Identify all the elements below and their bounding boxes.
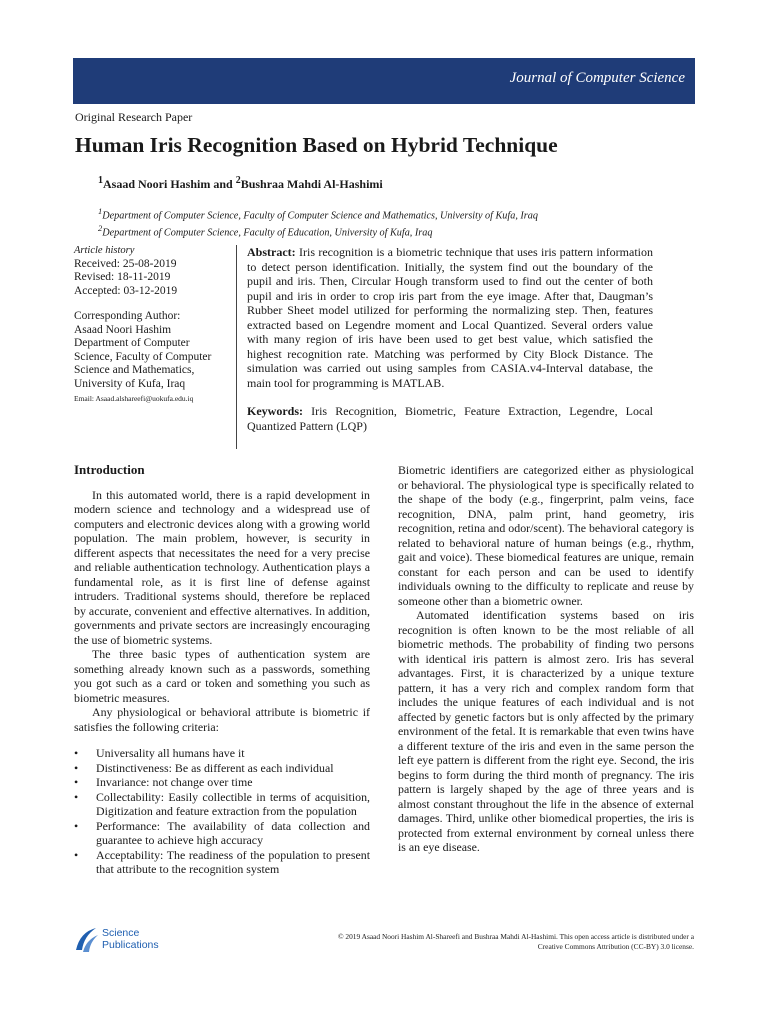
corresponding-author-label: Corresponding Author: bbox=[74, 310, 181, 322]
journal-name: Journal of Computer Science bbox=[509, 70, 685, 86]
list-item bbox=[74, 819, 370, 848]
abstract-label: Abstract: bbox=[247, 245, 296, 259]
paper-type: Original Research Paper bbox=[75, 110, 193, 124]
publisher-logo bbox=[74, 926, 174, 956]
author-1-name: Asaad Noori Hashim and bbox=[103, 177, 236, 191]
right-column bbox=[398, 463, 694, 855]
revised-date: Revised: 18-11-2019 bbox=[74, 271, 171, 283]
publisher-logo-icon bbox=[74, 926, 100, 954]
paragraph: Automated identification systems based on iris recognition is often known to be the most reliable of all biometric methods. The probability of finding two persons with identical iris pattern is almost zero. Iris has several advantages. First, it is characterized by a unique texture pattern, it has a very rich and complex random form that includes the unique features of each individual and is not affected by genetic factors but is only affected by the primary environment of the fetal. It is remarkable that even twins have a different texture of the iris and even in the same person the left eye pattern is different from the right eye. Second, the iris begins to form during the third month of pregnancy. The iris pattern is largely shaped by the age of three years and is almost constant throughout the life in the absence of external damages. Third, unlike other biomedical properties, the iris is protected from external environment by corneal unless there is an eye disease. bbox=[398, 608, 694, 854]
accepted-date: Accepted: 03-12-2019 bbox=[74, 284, 178, 297]
article-history bbox=[74, 244, 234, 406]
paper-title: Human Iris Recognition Based on Hybrid Technique bbox=[75, 133, 558, 157]
bullet-icon: • bbox=[74, 775, 79, 789]
article-history-label: Article history bbox=[74, 245, 135, 256]
keywords-text: Iris Recognition, Biometric, Feature Extraction, Legendre, Local Quantized Pattern (LQP) bbox=[247, 404, 653, 433]
corresponding-author-affiliation-line: Department of Computer bbox=[74, 337, 190, 349]
affiliation-2-text: Department of Computer Science, Faculty of Education, University of Kufa, Iraq bbox=[102, 227, 433, 239]
received-date: Received: 25-08-2019 bbox=[74, 257, 177, 270]
list-item-text: Universality all humans have it bbox=[96, 746, 245, 760]
affiliation-1-text: Department of Computer Science, Faculty of Computer Science and Mathematics, University of Kufa, Iraq bbox=[102, 210, 538, 222]
keywords bbox=[247, 404, 653, 433]
list-item bbox=[74, 848, 370, 877]
author-2-name: Bushraa Mahdi Al-Hashimi bbox=[240, 177, 383, 191]
list-item-text: Invariance: not change over time bbox=[96, 775, 253, 789]
abstract bbox=[247, 245, 653, 390]
corresponding-author-email: Email: Asaad.alshareefi@uokufa.edu.iq bbox=[74, 394, 194, 403]
bullet-icon: • bbox=[74, 760, 79, 775]
bullet-icon: • bbox=[74, 847, 79, 862]
list-item-text: Distinctiveness: Be as different as each individual bbox=[96, 760, 334, 775]
affiliation-2-superscript: 2 bbox=[98, 223, 103, 234]
author-1-superscript: 1 bbox=[98, 175, 103, 186]
keywords-label: Keywords: bbox=[247, 404, 303, 418]
bullet-icon: • bbox=[74, 746, 79, 760]
list-item bbox=[74, 761, 370, 776]
corresponding-author-affiliation-line: Science, Faculty of Computer bbox=[74, 350, 212, 363]
license-line: Creative Commons Attribution (CC-BY) 3.0 license. bbox=[537, 942, 694, 951]
bullet-icon: • bbox=[74, 818, 79, 833]
bullet-icon: • bbox=[74, 789, 79, 804]
affiliation-1 bbox=[98, 205, 538, 222]
abstract-box bbox=[236, 245, 653, 449]
corresponding-author-affiliation-line: Science and Mathematics, bbox=[74, 364, 195, 376]
list-item bbox=[74, 746, 370, 761]
corresponding-author-name: Asaad Noori Hashim bbox=[74, 323, 172, 336]
affiliations bbox=[98, 205, 538, 240]
publisher-logo-line: Publications bbox=[102, 939, 159, 951]
affiliation-2 bbox=[98, 222, 538, 239]
publisher-logo-line: Science bbox=[102, 927, 140, 939]
license-notice bbox=[250, 932, 694, 952]
list-item bbox=[74, 790, 370, 819]
list-item bbox=[74, 775, 370, 790]
paragraph: In this automated world, there is a rapid development in modern science and technology and a widespread use of computers and electronic devices along with a growing world population. The main problem, however, is security in different aspects that necessitates the need for a very precise and reliable authentication technology. Authentication plays a fundamental role, as it is first line of defense against intruders. Traditional systems should, therefore be replaced by accurate, convenient and effective alternatives. In addition, governments and private sectors are increasingly encouraging the use of biometric systems. bbox=[74, 487, 370, 647]
list-item-text: Acceptability: The readiness of the population to present that attribute to the recognition system bbox=[96, 847, 370, 876]
introduction-heading: Introduction bbox=[74, 462, 145, 477]
list-item-text: Collectability: Easily collectible in terms of acquisition, Digitization and feature extraction from the population bbox=[96, 789, 370, 818]
paragraph: Any physiological or behavioral attribute is biometric if satisfies the following criteria: bbox=[74, 705, 370, 734]
author-2-superscript: 2 bbox=[235, 175, 241, 186]
paragraph: Biometric identifiers are categorized either as physiological or behavioral. The physiological type is specifically related to the shape of the body (e.g., fingerprint, palm veins, face recognition, DNA, palm print, hand geometry, iris recognition, retina and odor/scent). The behavioral category is related to behavioral nature of human beings (e.g., rhythm, gait and voice). These biomedical features are unique, remain constant for each person and can be used to identify individuals owning to the difficulty to replicate and reuse by someone other than a biometric owner. bbox=[398, 463, 694, 608]
criteria-list bbox=[74, 746, 370, 877]
list-item-text: Performance: The availability of data collection and guarantee to achieve high accuracy bbox=[96, 818, 370, 847]
corresponding-author bbox=[74, 310, 234, 406]
license-line: © 2019 Asaad Noori Hashim Al-Shareefi and Bushraa Mahdi Al-Hashimi. This open access article is distributed under a bbox=[337, 932, 694, 941]
author-list bbox=[98, 175, 383, 192]
corresponding-author-affiliation-line: University of Kufa, Iraq bbox=[74, 377, 186, 390]
journal-banner bbox=[73, 58, 695, 104]
paragraph: The three basic types of authentication system are something already known such as a passwords, something you got such as a card or token and something you such as biometric measures. bbox=[74, 647, 370, 705]
affiliation-1-superscript: 1 bbox=[98, 206, 103, 216]
left-column bbox=[74, 463, 370, 877]
publisher-logo-text bbox=[102, 927, 159, 951]
abstract-text: Iris recognition is a biometric technique that uses iris pattern information to detect person identification. Initially, the system find out the boundary of the pupil and iris. Then, Circular Hough transform used to find out the center of both pupil and iris in order to crop iris part from the eye image. After that, Daugman’s Rubber Sheet model utilized for performing the normalizing step. Then, features extracted based on Legendre moment and Local Quantized. Several orders value with many region of iris have been used to get best value, which satisfied the highest recognition rate. Matching was performed by City Block Distance. The simulation was carried out using samples from CASIA.v4-Interval database, the main tool for programming is MATLAB. bbox=[247, 245, 653, 390]
